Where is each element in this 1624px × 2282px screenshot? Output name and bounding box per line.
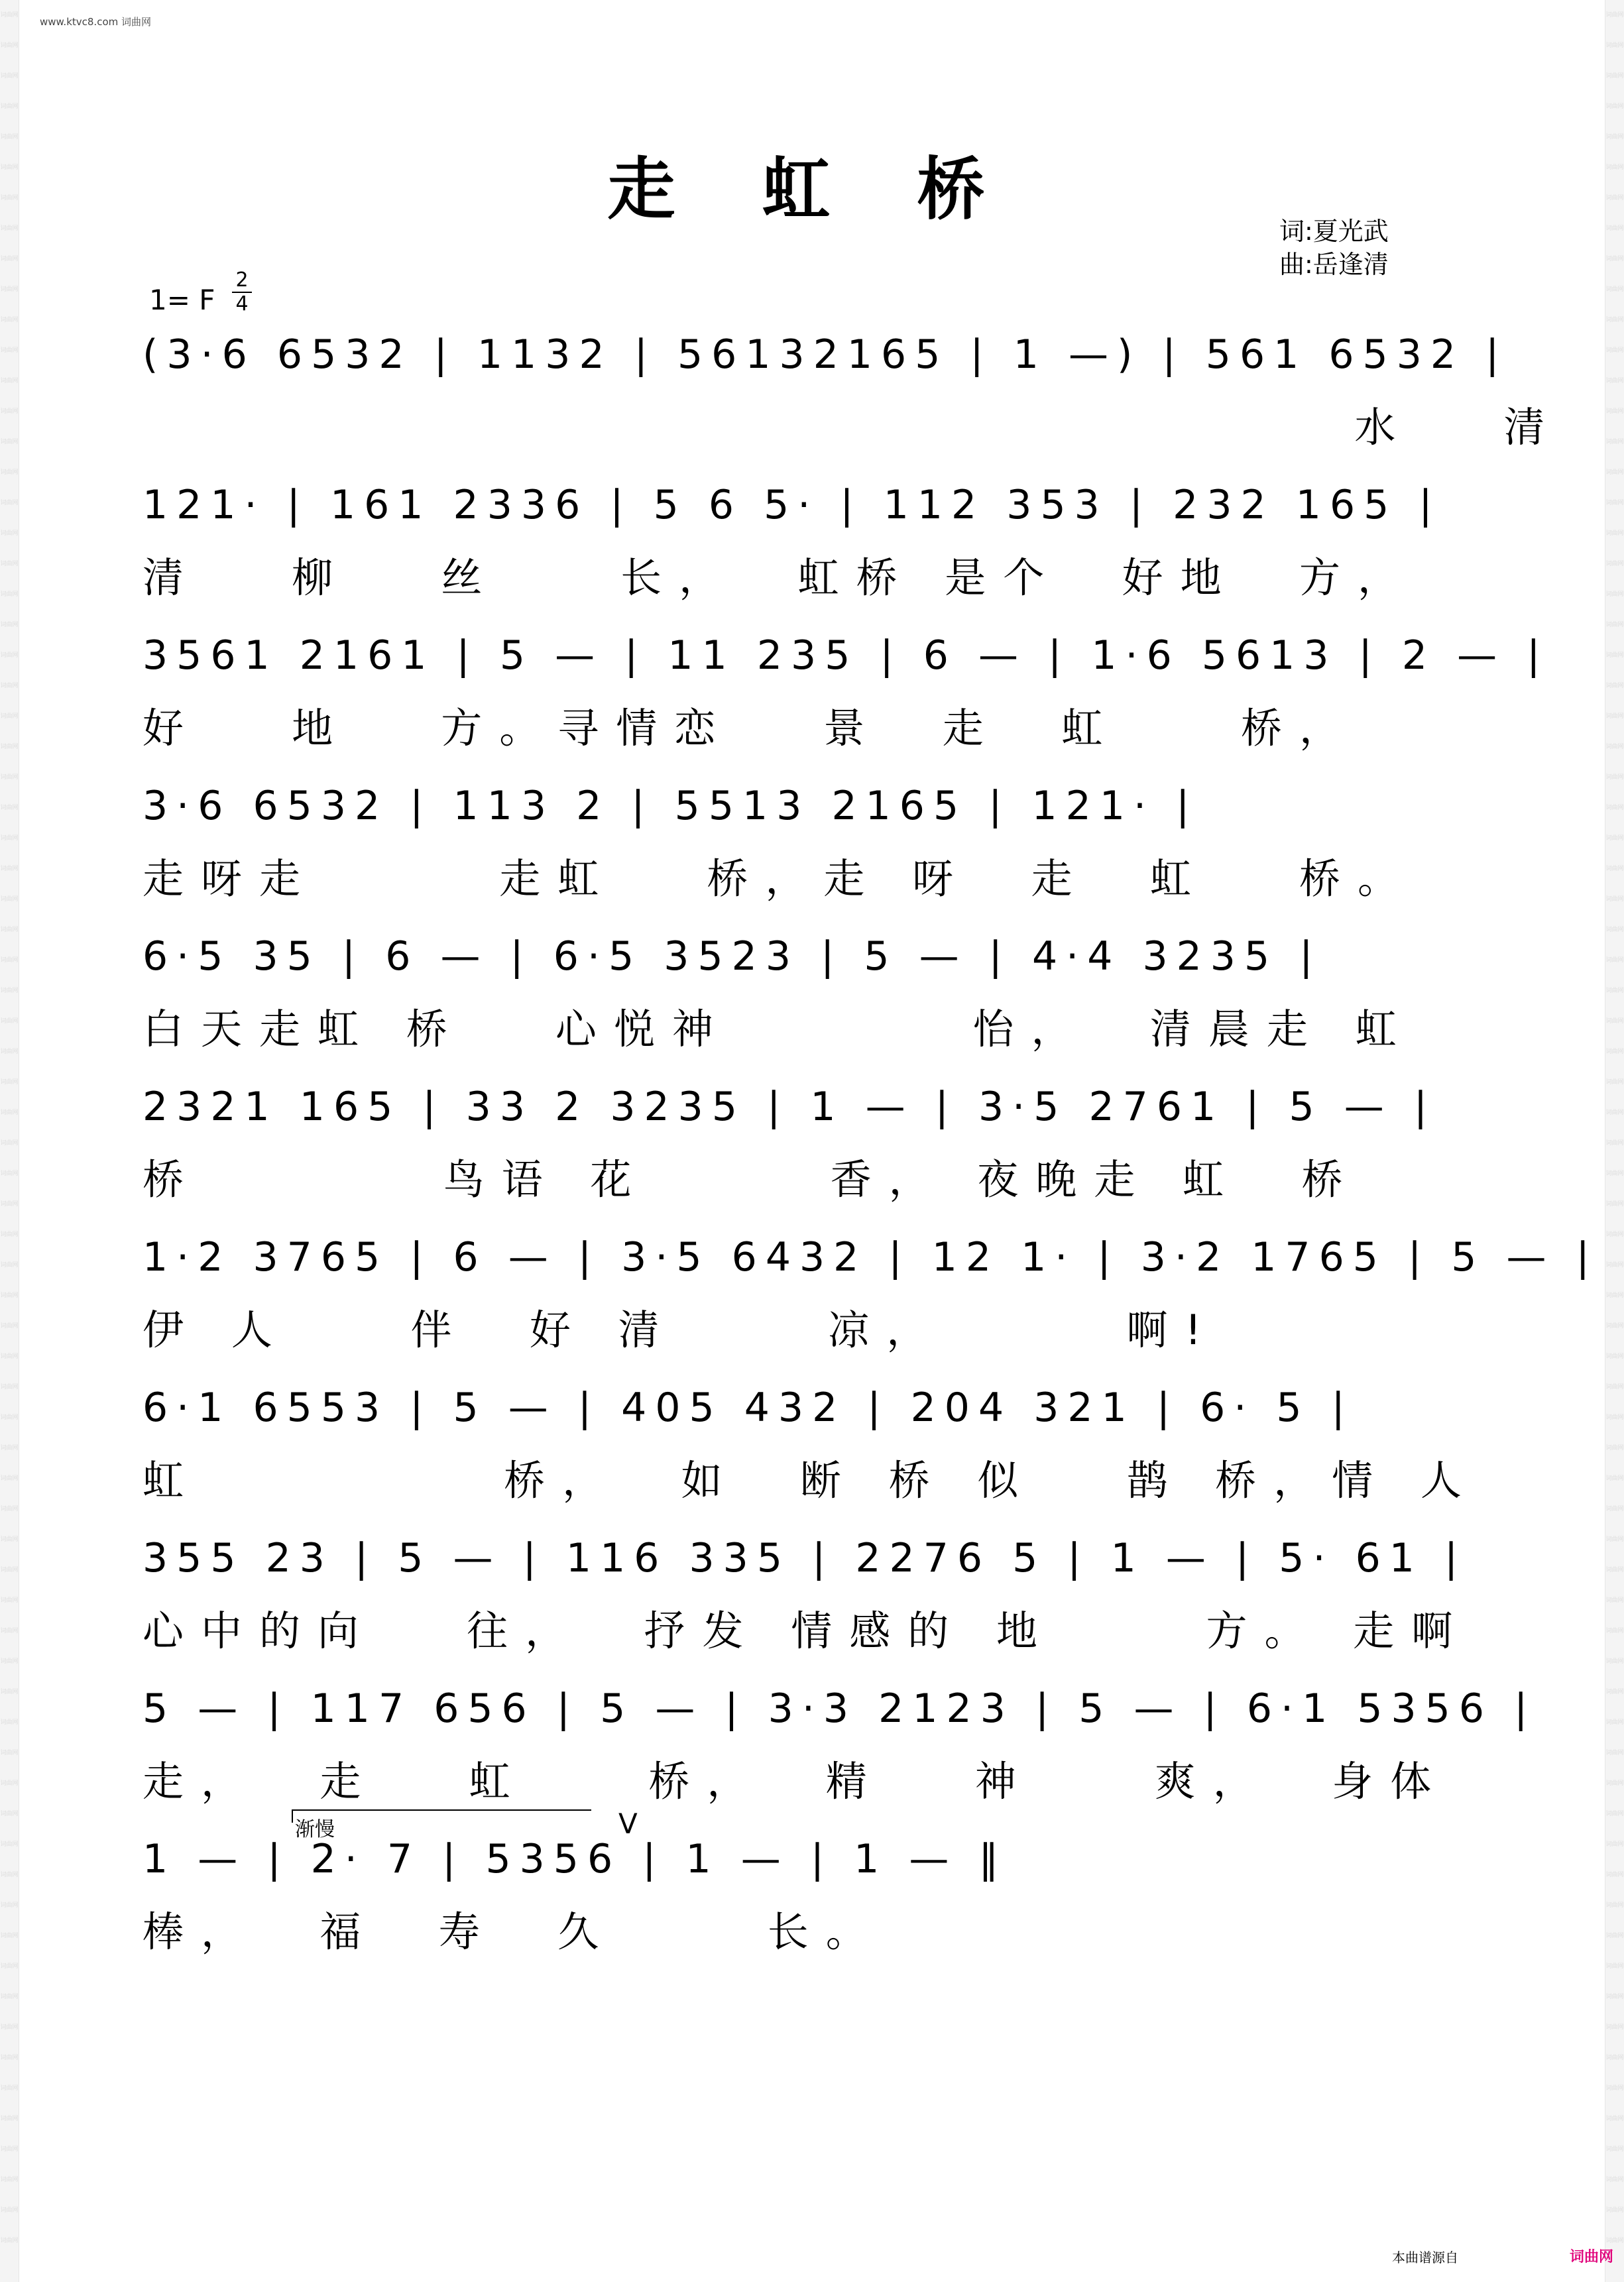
score-row-lyrics: 白天走虹 桥 心悦神 怡， 清晨走 虹: [143, 1005, 1414, 1053]
score-row-notes: 355 23 | 5 — | 116 335 | 2276 5 | 1 — | 5· 61 |: [143, 1535, 1467, 1581]
key-signature: 1= F: [149, 284, 215, 316]
song-title: 走 虹 桥: [607, 150, 1017, 229]
score-row-lyrics: 清 柳 丝 长， 虹桥 是个 好地 方，: [143, 553, 1417, 602]
footer-logo: 词曲网: [1570, 2249, 1614, 2265]
composer-credit: 曲:岳逢清: [1279, 250, 1389, 279]
time-signature-top: 2: [235, 268, 249, 292]
score-row-lyrics: 心中的向 往， 抒发 情感的 地 方。 走啊: [143, 1607, 1470, 1655]
score-row-lyrics: 好 地 方。寻情恋 景 走 虹 桥，: [143, 704, 1358, 752]
score-row-notes: 1·2 3765 | 6 — | 3·5 6432 | 12 1· | 3·2 1765 | 5 — |: [143, 1234, 1598, 1281]
score-row-lyrics: 桥 鸟语 花 香， 夜晚走 虹 桥: [143, 1155, 1360, 1204]
score-row-notes: 2321 165 | 33 2 3235 | 1 — | 3·5 2761 | 5 — |: [143, 1084, 1436, 1130]
score-row-notes: 6·1 6553 | 5 — | 405 432 | 204 321 | 6· 5 |: [143, 1385, 1354, 1431]
score-row-notes: 121· | 161 2336 | 5 6 5· | 112 353 | 232 165 |: [143, 482, 1441, 528]
footer-source: 本曲谱源自: [1392, 2250, 1458, 2265]
score-row-notes: 3561 2161 | 5 — | 11 235 | 6 — | 1·6 5613 | 2 — |: [143, 632, 1549, 679]
time-signature-bottom: 4: [235, 292, 249, 315]
time-signature: [232, 270, 252, 314]
left-watermark-strip: 词曲网 词曲网 词曲网 词曲网 词曲网 词曲网 词曲网 词曲网 词曲网 词曲网 词曲网 词曲网 词曲网 词曲网 词曲网 词曲网 词曲网 词曲网 词曲网 词曲网 词曲网 词曲网 词曲网 词曲网 词曲网 词曲网 词曲网 词曲网 词曲网 词曲网 词曲网 词曲网 词曲网 词曲网 词曲网 词曲网 词曲网 词曲网 词曲网 词曲网 词曲网 词曲网 词曲网 词曲网 词曲网 词曲网 词曲网 词曲网 词曲网 词曲网 词曲网 词曲网 词曲网 词曲网 词曲网 词曲网 词曲网 词曲网 词曲网 词曲网 词曲网 词曲网 词曲网 词曲网 词曲网 词曲网 词曲网 词曲网 词曲网 词曲网 词曲网 词曲网 词曲网 词曲网: [0, 0, 19, 2282]
tempo-bracket: [292, 1809, 591, 1823]
score-row-notes: 5 — | 117 656 | 5 — | 3·3 2123 | 5 — | 6·1 5356 |: [143, 1685, 1537, 1732]
score-row-lyrics: 水 清: [143, 403, 1562, 451]
score-row-lyrics: 走， 走 虹 桥， 精 神 爽， 身体: [143, 1757, 1449, 1805]
score-row-notes: (3·6 6532 | 1132 | 56132165 | 1 —) | 561 6532 |: [143, 331, 1508, 378]
tempo-mark: 渐慢: [295, 1818, 335, 1841]
score-row-notes: 6·5 35 | 6 — | 6·5 3523 | 5 — | 4·4 3235 |: [143, 933, 1322, 980]
site-url: www.ktvc8.com 词曲网: [40, 16, 152, 28]
score-row-notes: 3·6 6532 | 113 2 | 5513 2165 | 121· |: [143, 783, 1198, 829]
score-row-lyrics: 棒， 福 寿 久 长。: [143, 1908, 884, 1956]
score-row-lyrics: 虹 桥， 如 断 桥 似 鹊 桥，情 人: [143, 1456, 1479, 1505]
breath-mark: V: [618, 1807, 638, 1840]
score-row-lyrics: 伊 人 伴 好 清 凉， 啊!: [143, 1306, 1219, 1354]
score-row-lyrics: 走呀走 走虹 桥，走 呀 走 虹 桥。: [143, 854, 1417, 903]
right-watermark-strip: 词曲网 词曲网 词曲网 词曲网 词曲网 词曲网 词曲网 词曲网 词曲网 词曲网 词曲网 词曲网 词曲网 词曲网 词曲网 词曲网 词曲网 词曲网 词曲网 词曲网 词曲网 词曲网 词曲网 词曲网 词曲网 词曲网 词曲网 词曲网 词曲网 词曲网 词曲网 词曲网 词曲网 词曲网 词曲网 词曲网 词曲网 词曲网 词曲网 词曲网 词曲网 词曲网 词曲网 词曲网 词曲网 词曲网 词曲网 词曲网 词曲网 词曲网 词曲网 词曲网 词曲网 词曲网 词曲网 词曲网 词曲网 词曲网 词曲网 词曲网 词曲网 词曲网 词曲网 词曲网 词曲网 词曲网 词曲网 词曲网 词曲网 词曲网 词曲网 词曲网 词曲网 词曲网: [1605, 0, 1624, 2282]
lyricist-credit: 词:夏光武: [1279, 217, 1389, 246]
score-row-notes: 1 — | 2· 7 | 5356 | 1 — | 1 — ‖: [143, 1836, 1008, 1882]
